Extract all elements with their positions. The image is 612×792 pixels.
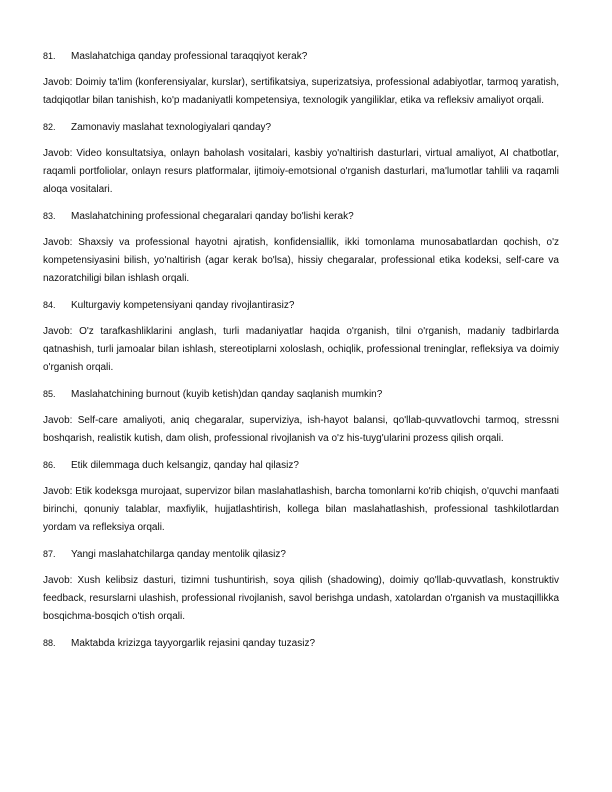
answer-text: Javob: Self-care amaliyoti, aniq chegaralar, superviziya, ish-hayot balansi, qo'llab-quvvatlovchi tarmoq, stressni boshqarish, realistik kutish, dam olish, professional rivojlanish va o'z his-tuyg'ularini prozess qilish orqali. [43,415,559,444]
question-number: 85. [43,389,56,399]
qa-item-83 [43,209,559,288]
question-text: Zamonaviy maslahat texnologiyalari qanday? [71,122,272,133]
question-heading [43,298,559,313]
question-number: 84. [43,300,56,310]
question-heading [43,387,559,402]
question-text: Yangi maslahatchilarga qanday mentolik qilasiz? [71,549,286,560]
question-text: Kulturgaviy kompetensiyani qanday rivojlantirasiz? [71,300,295,311]
qa-item-84 [43,298,559,377]
question-heading [43,458,559,473]
qa-item-82 [43,120,559,199]
answer-text: Javob: Video konsultatsiya, onlayn baholash vositalari, kasbiy yo'naltirish dasturlari, virtual amaliyot, AI chatbotlar, raqamli portfoliolar, onlayn resurs platformalar, ijtimoiy-emotsional o'rganish dasturlari, ma'lumotlar tahlili va raqamli aloqa vositalari. [43,148,559,195]
question-number: 83. [43,211,56,221]
qa-item-85 [43,387,559,448]
qa-item-87 [43,547,559,626]
question-number: 87. [43,549,56,559]
question-number: 82. [43,122,56,132]
question-number: 88. [43,638,56,648]
question-heading [43,209,559,224]
question-text: Maktabda krizizga tayyorgarlik rejasini qanday tuzasiz? [71,638,316,649]
answer-text: Javob: Xush kelibsiz dasturi, tizimni tushuntirish, soya qilish (shadowing), doimiy qo'llab-quvvatlash, konstruktiv feedback, resurslarni ulashish, professional rivojlanish, savol berishga undash, xatolardan o'rganish va mustaqillikka bosqichma-bosqich o'tish orqali. [43,575,559,622]
question-heading [43,547,559,562]
qa-item-86 [43,458,559,537]
question-heading [43,49,559,64]
answer-text: Javob: Etik kodeksga murojaat, supervizor bilan maslahatlashish, barcha tomonlarni ko'rib chiqish, o'quvchi manfaati birinchi, qonuniy talablar, maxfiylik, hujjatlashtirish, kollega bilan maslahatlashish, professional tashkilotlardan yordam va refleksiya orqali. [43,486,559,533]
question-text: Etik dilemmaga duch kelsangiz, qanday hal qilasiz? [71,460,299,471]
question-number: 86. [43,460,56,470]
question-text: Maslahatchiga qanday professional taraqqiyot kerak? [71,51,308,62]
document-page [43,49,559,661]
question-text: Maslahatchining professional chegaralari qanday bo'lishi kerak? [71,211,354,222]
answer-text: Javob: Shaxsiy va professional hayotni ajratish, konfidensiallik, ikki tomonlama munosabatlardan qochish, o'z kompetensiyasini bilish, yo'naltirish (agar kerak bo'lsa), hissiy chegaralar, professional etika kodeksi, self-care va nazoratchiligi bilan ishlash orqali. [43,237,559,284]
question-heading [43,636,559,651]
question-heading [43,120,559,135]
answer-text: Javob: O'z tarafkashliklarini anglash, turli madaniyatlar haqida o'rganish, tilni o'rganish, madaniy tadbirlarda qatnashish, turli jamoalar bilan ishlash, stereotiplarni xoloslash, ochiqlik, professional treninglar, refleksiya va doimiy o'rganish orqali. [43,326,559,373]
qa-item-81 [43,49,559,110]
question-number: 81. [43,51,56,61]
qa-item-88 [43,636,559,651]
answer-text: Javob: Doimiy ta'lim (konferensiyalar, kurslar), sertifikatsiya, superizatsiya, professional adabiyotlar, tarmoq yaratish, tadqiqotlar bilan tanishish, ko'p madaniyatli kompetensiya, texnologik yangiliklar, etika va refleksiv amaliyot orqali. [43,77,559,106]
question-text: Maslahatchining burnout (kuyib ketish)dan qanday saqlanish mumkin? [71,389,383,400]
